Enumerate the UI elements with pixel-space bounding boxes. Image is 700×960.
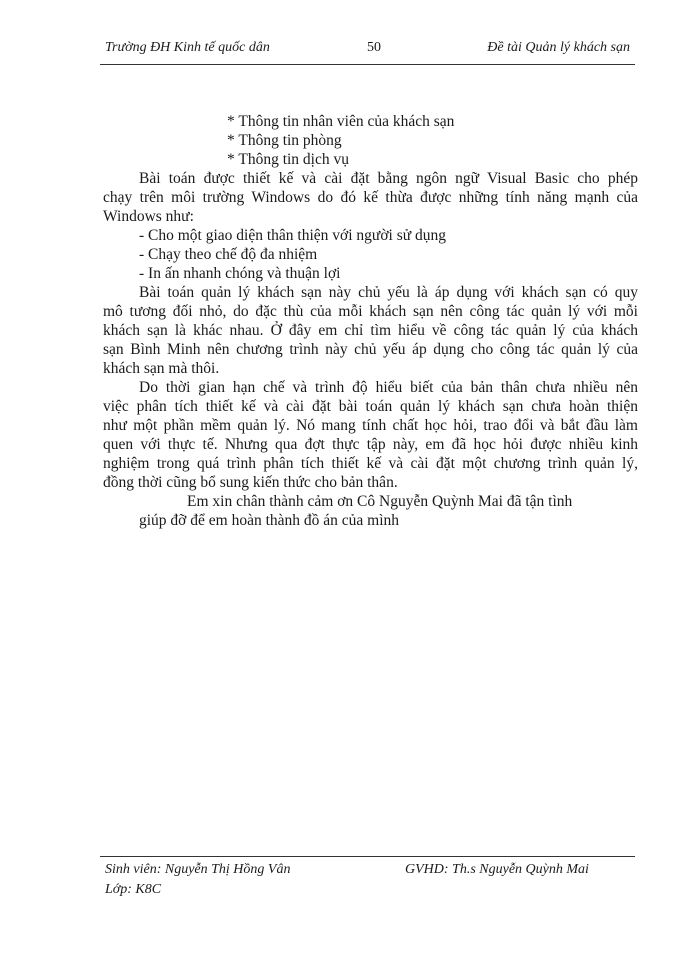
paragraph-line: khách sạn mà thôi. <box>103 360 220 377</box>
paragraph-line: chạy trên môi trường Windows do đó kế thừa được những tính năng mạnh của <box>103 189 638 206</box>
list-item: * Thông tin nhân viên của khách sạn <box>227 113 455 130</box>
paragraph-line: nghiệm trong quá trình phân tích thiết kế và cài đặt một chương trình quản lý, <box>103 455 638 472</box>
paragraph-line: mô tương đối nhỏ, do đặc thù của mỗi khách sạn nên công tác quản lý với mỗi <box>103 303 638 320</box>
header-page-number: 50 <box>367 40 381 55</box>
paragraph-line: đồng thời cũng bổ sung kiến thức cho bản thân. <box>103 474 398 491</box>
paragraph-line: giúp đỡ để em hoàn thành đồ án của mình <box>139 512 400 529</box>
footer-divider <box>100 856 635 857</box>
footer-advisor: GVHD: Th.s Nguyễn Quỳnh Mai <box>405 862 589 877</box>
paragraph-line: quen với thực tế. Nhưng qua đợt thực tập này, em đã học hỏi được nhiều kinh <box>103 436 638 453</box>
paragraph-line: sạn Bình Minh nên chương trình này chủ yếu áp dụng cho công tác quản lý của <box>103 341 638 358</box>
paragraph-line: như một phần mềm quản lý. Nó mang tính chất học hỏi, trao đổi và bắt đầu làm <box>103 417 638 434</box>
header-university: Trường ĐH Kinh tế quốc dân <box>105 40 270 55</box>
paragraph-line: Windows như: <box>103 208 194 225</box>
header-topic: Đề tài Quản lý khách sạn <box>487 40 630 55</box>
paragraph-line: Bài toán quản lý khách sạn này chủ yếu là áp dụng với khách sạn có quy <box>139 284 638 301</box>
page-header <box>105 40 630 60</box>
bullet-item: - Cho một giao diện thân thiện với người sử dụng <box>139 227 447 244</box>
paragraph-line: Bài toán được thiết kế và cài đặt bằng ngôn ngữ Visual Basic cho phép <box>139 170 638 187</box>
bullet-item: - In ấn nhanh chóng và thuận lợi <box>139 265 341 282</box>
paragraph-line: Do thời gian hạn chế và trình độ hiểu biết của bản thân chưa nhiều nên <box>139 379 638 396</box>
footer-class: Lớp: K8C <box>105 882 162 897</box>
paragraph-line: việc phân tích thiết kế và cài đặt bài toán quản lý khách sạn chưa hoàn thiện <box>103 398 638 415</box>
list-item: * Thông tin phòng <box>227 132 342 149</box>
document-body <box>103 112 638 530</box>
page-footer <box>105 860 635 900</box>
paragraph-line: khách sạn là khác nhau. Ở đây em chỉ tìm hiểu về công tác quản lý của khách <box>103 322 638 339</box>
footer-student: Sinh viên: Nguyễn Thị Hồng Vân <box>105 862 291 877</box>
header-divider <box>100 64 635 65</box>
bullet-item: - Chạy theo chế độ đa nhiệm <box>139 246 318 263</box>
paragraph-line: Em xin chân thành cảm ơn Cô Nguyễn Quỳnh Mai đã tận tình <box>187 493 573 510</box>
list-item: * Thông tin dịch vụ <box>227 151 349 168</box>
